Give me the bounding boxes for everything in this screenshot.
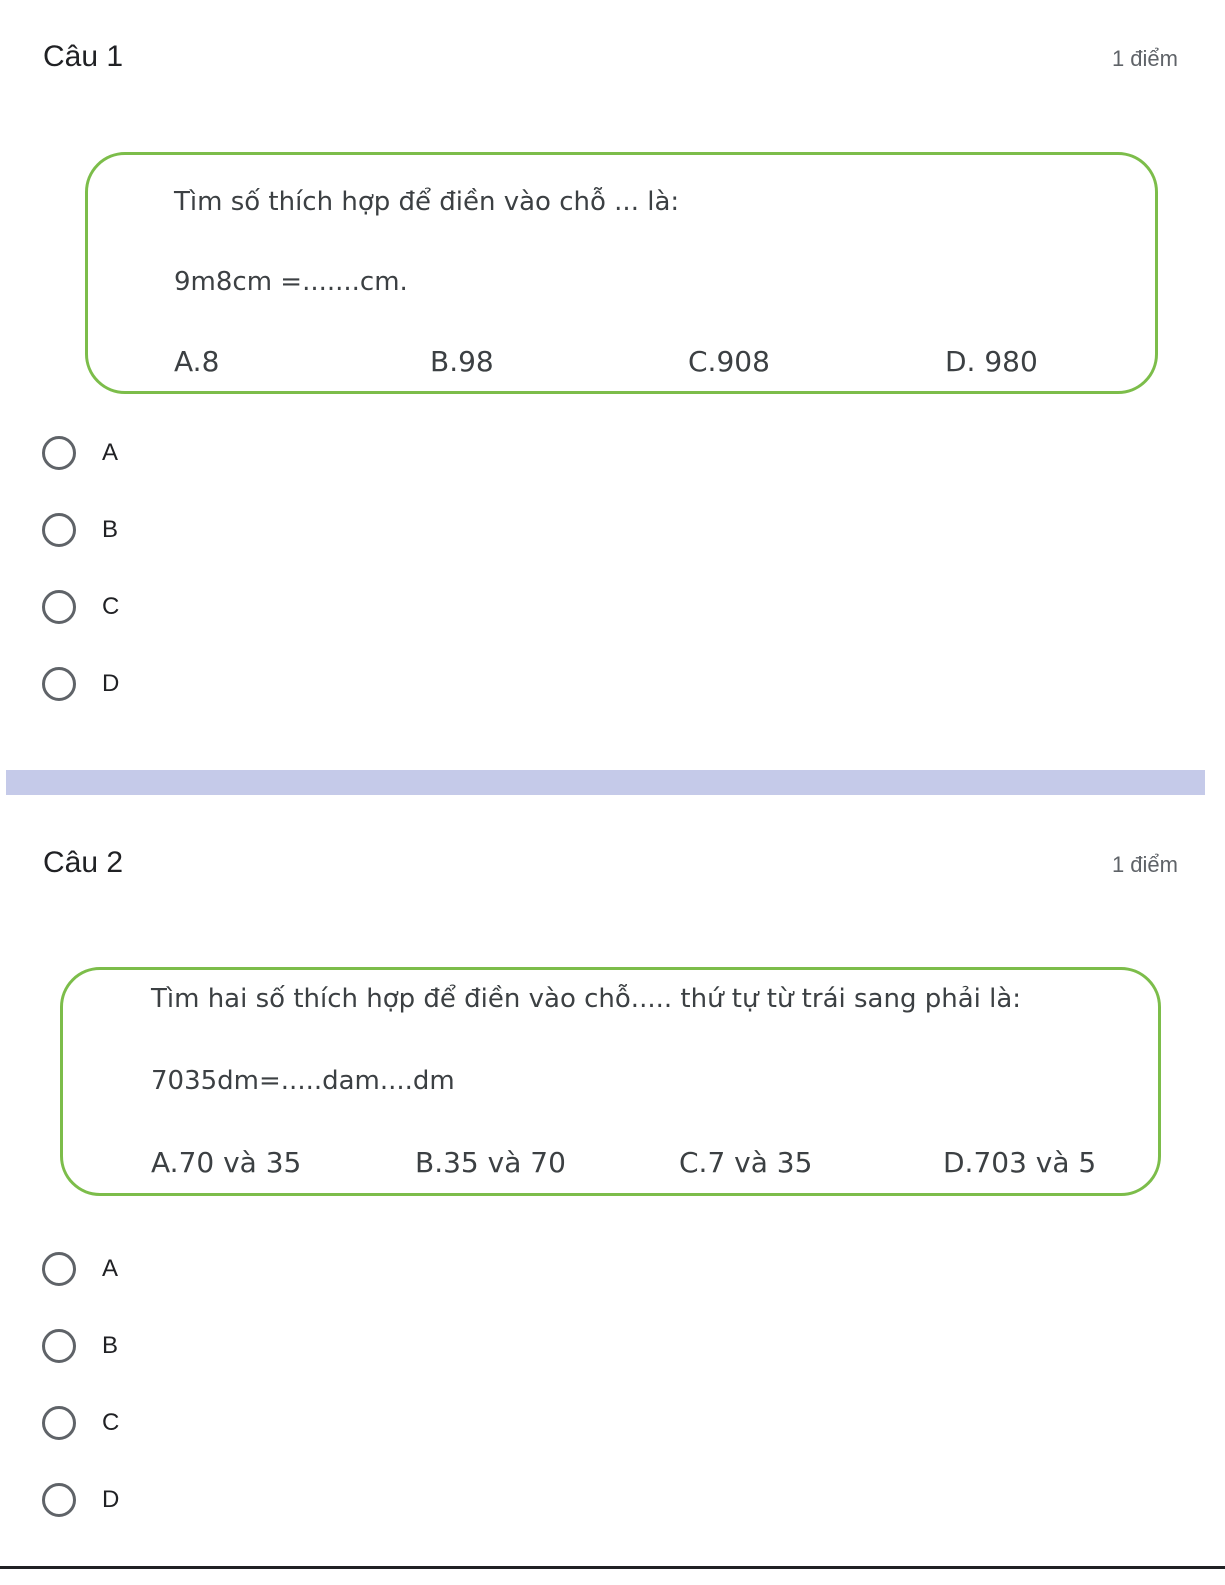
question-prompt: Tìm hai số thích hợp để điền vào chỗ..... thứ tự từ trái sang phải là: <box>151 984 1022 1014</box>
question-expression: 9m8cm =.......cm. <box>174 267 408 297</box>
radio-label: C <box>102 593 120 620</box>
question-prompt: Tìm số thích hợp để điền vào chỗ ... là: <box>174 187 680 217</box>
choice-d-text: D.703 và 5 <box>943 1146 1097 1179</box>
question-image <box>85 152 1158 394</box>
section-divider <box>6 770 1205 795</box>
question-points: 1 điểm <box>1111 46 1178 71</box>
bottom-border <box>0 1566 1225 1569</box>
radio-label: B <box>102 1332 119 1359</box>
radio-label: A <box>102 439 119 466</box>
choice-a-text: A.8 <box>174 345 220 378</box>
radio-button[interactable] <box>42 1329 76 1363</box>
radio-option-a[interactable] <box>42 1249 118 1289</box>
radio-label: D <box>102 1486 120 1513</box>
question-image <box>60 967 1161 1196</box>
radio-button[interactable] <box>42 1252 76 1286</box>
radio-option-c[interactable] <box>42 587 119 627</box>
radio-button[interactable] <box>42 436 76 470</box>
radio-button[interactable] <box>42 590 76 624</box>
radio-option-b[interactable] <box>42 510 118 550</box>
radio-option-b[interactable] <box>42 1326 118 1366</box>
radio-option-a[interactable] <box>42 433 118 473</box>
choice-d-text: D. 980 <box>945 345 1038 378</box>
choice-a-text: A.70 và 35 <box>151 1146 302 1179</box>
question-expression: 7035dm=.....dam....dm <box>151 1066 455 1096</box>
radio-label: D <box>102 670 120 697</box>
radio-label: B <box>102 516 119 543</box>
choice-b-text: B.98 <box>430 345 494 378</box>
choice-b-text: B.35 và 70 <box>415 1146 566 1179</box>
radio-button[interactable] <box>42 667 76 701</box>
radio-button[interactable] <box>42 513 76 547</box>
question-title: Câu 1 <box>43 40 124 73</box>
choice-c-text: C.908 <box>688 345 770 378</box>
choice-c-text: C.7 và 35 <box>679 1146 813 1179</box>
radio-label: C <box>102 1409 120 1436</box>
radio-option-c[interactable] <box>42 1403 119 1443</box>
radio-option-d[interactable] <box>42 1480 119 1520</box>
question-title: Câu 2 <box>43 846 124 879</box>
radio-button[interactable] <box>42 1483 76 1517</box>
radio-label: A <box>102 1255 119 1282</box>
radio-button[interactable] <box>42 1406 76 1440</box>
question-points: 1 điểm <box>1111 852 1178 877</box>
radio-option-d[interactable] <box>42 664 119 704</box>
